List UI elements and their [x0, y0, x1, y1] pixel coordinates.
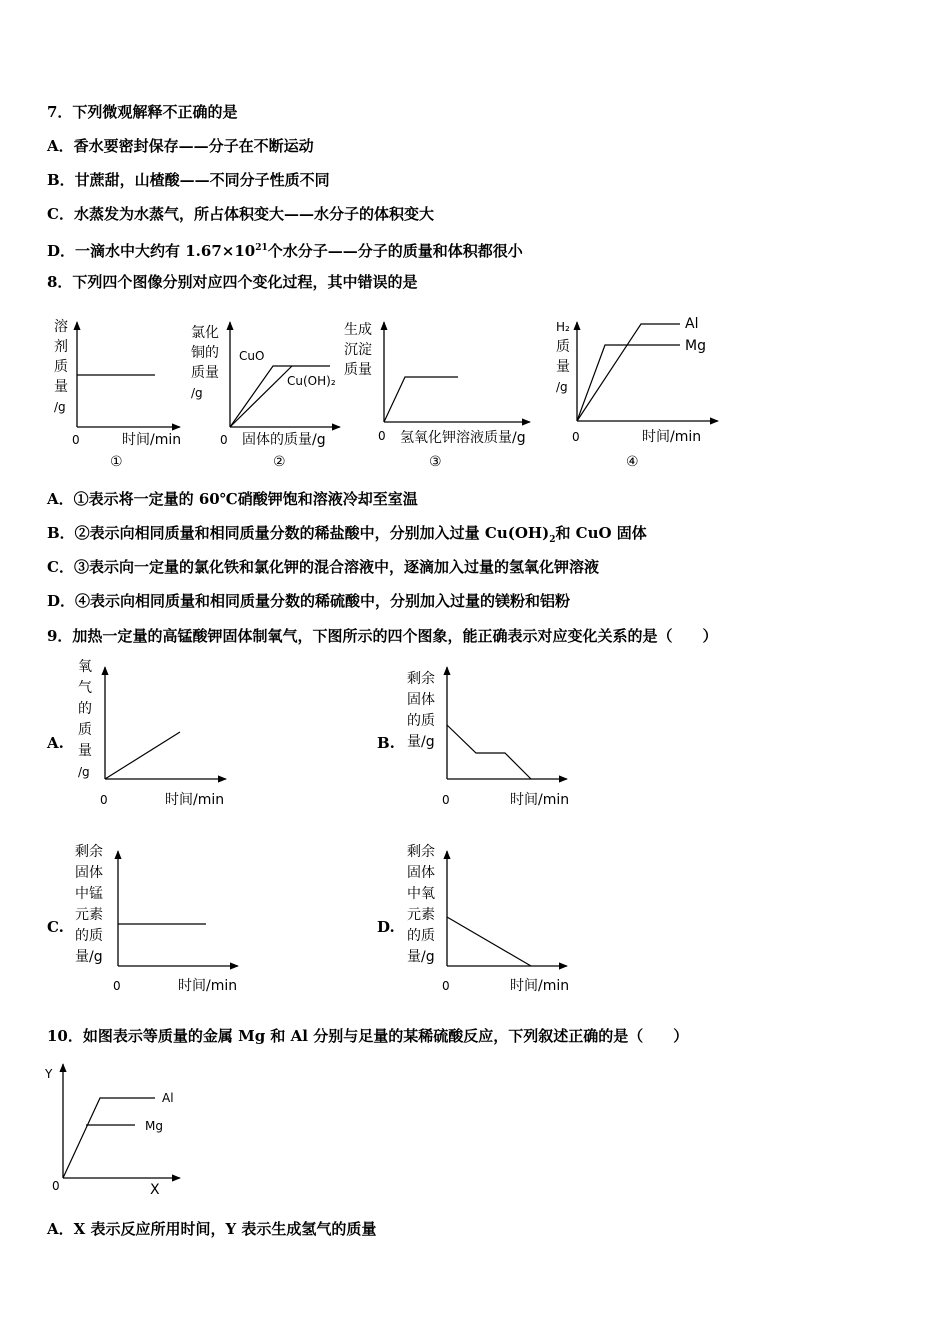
q9-b-ylabel-1: 固体: [407, 692, 435, 708]
q8-g1-number: ①: [110, 454, 123, 470]
q8-g2-ylabel-1: 铜的: [191, 345, 219, 361]
q9-a-origin: 0: [100, 793, 108, 807]
q9-c-ylabel-0: 剩余: [75, 844, 103, 860]
q9-option-d-label: D.: [377, 918, 395, 936]
q8-g1-ylabel-2: 质: [54, 359, 68, 375]
q9-c-xlabel: 时间/min: [178, 978, 238, 994]
q8-stem: 8．下列四个图像分别对应四个变化过程，其中错误的是: [47, 273, 418, 291]
q10-y-label: Y: [45, 1067, 53, 1081]
q10-al-line: [63, 1098, 155, 1178]
q8-g2-label-cuoh2: Cu(OH)₂: [287, 374, 336, 388]
q8-g2-ylabel-3: /g: [191, 386, 203, 400]
q10-option-a: A．X 表示反应所用时间，Y 表示生成氢气的质量: [47, 1220, 377, 1238]
q9-graph-a: [46, 659, 226, 808]
q8-graph-1: [54, 318, 181, 470]
q8-g4-ylabel-1: 质: [556, 339, 570, 355]
q9-a-ylabel-3: 质: [78, 722, 92, 738]
q9-d-ylabel-5: 量/g: [407, 949, 435, 965]
q8-g3-xlabel: 氢氧化钾溶液质量/g: [400, 430, 526, 446]
q8-g1-xlabel: 时间/min: [122, 432, 182, 448]
q9-a-ylabel-4: 量: [78, 743, 92, 759]
q8-option-d: D．④表示向相同质量和相同质量分数的稀硫酸中，分别加入过量的镁粉和铝粉: [47, 592, 571, 610]
q8-g3-number: ③: [429, 454, 442, 470]
q9-d-ylabel-4: 的质: [407, 928, 435, 944]
q9-option-c-label: C.: [47, 918, 64, 936]
q8-g4-ylabel-2: 量: [556, 359, 570, 375]
q8-g3-origin: 0: [378, 429, 386, 443]
q9-b-ylabel-2: 的质: [407, 713, 435, 729]
q8-g4-label-mg: Mg: [685, 338, 706, 354]
q7-stem: 7．下列微观解释不正确的是: [47, 103, 238, 121]
q9-a-ylabel-0: 氧: [78, 659, 92, 675]
q8-g3-ylabel-0: 生成: [344, 322, 372, 338]
q8-g1-origin: 0: [72, 433, 80, 447]
q8-g4-mg-line: [577, 345, 680, 421]
q8-g4-origin: 0: [572, 430, 580, 444]
q9-c-ylabel-2: 中锰: [75, 886, 103, 902]
q8-graph-3: [344, 321, 530, 470]
q8-g3-ylabel-1: 沉淀: [344, 342, 372, 358]
q8-g3-ylabel-2: 质量: [344, 362, 372, 378]
q8-g2-ylabel-0: 氯化: [191, 325, 219, 341]
q8-g1-ylabel-4: /g: [54, 400, 66, 414]
q9-option-a-label: A.: [47, 734, 64, 752]
q9-b-ylabel-3: 量/g: [407, 734, 435, 750]
q8-graph-2: [191, 322, 340, 470]
q9-d-ylabel-2: 中氧: [407, 886, 435, 902]
q9-d-line: [447, 917, 531, 966]
q9-c-ylabel-5: 量/g: [75, 949, 103, 965]
q9-c-ylabel-3: 元素: [75, 907, 103, 923]
q8-g2-ylabel-2: 质量: [191, 365, 219, 381]
q8-option-b: B．②表示向相同质量和相同质量分数的稀盐酸中，分别加入过量 $Cu(OH)_2$和 CuO 固体: [47, 524, 647, 545]
q9-d-ylabel-0: 剩余: [407, 844, 435, 860]
q10-x-label: X: [150, 1182, 160, 1198]
q9-graph-c: [47, 844, 238, 994]
q8-g4-ylabel-3: /g: [556, 380, 568, 394]
q8-g4-label-al: Al: [685, 316, 699, 332]
q9-a-ylabel-1: 气: [78, 680, 92, 696]
q9-stem: 9．加热一定量的高锰酸钾固体制氧气，下图所示的四个图象，能正确表示对应变化关系的是（ ）: [47, 627, 718, 645]
q9-d-origin: 0: [442, 979, 450, 993]
q8-graph-4: [556, 316, 718, 470]
q8-g4-ylabel-0: H₂: [556, 320, 570, 334]
q8-g2-origin: 0: [220, 433, 228, 447]
q8-option-a: A．①表示将一定量的 60℃硝酸钾饱和溶液冷却至室温: [47, 490, 418, 508]
q10-origin: 0: [52, 1179, 60, 1193]
q9-c-ylabel-1: 固体: [75, 865, 103, 881]
q9-a-ylabel-2: 的: [78, 701, 92, 717]
q9-d-xlabel: 时间/min: [510, 978, 570, 994]
q10-stem: 10．如图表示等质量的金属 Mg 和 Al 分别与足量的某稀硫酸反应，下列叙述正确的是（ ）: [47, 1027, 689, 1045]
q7-option-b: B．甘蔗甜，山楂酸——不同分子性质不同: [47, 171, 330, 189]
q10-label-mg: Mg: [145, 1119, 163, 1133]
q8-g2-label-cuo: CuO: [239, 349, 265, 363]
q9-a-xlabel: 时间/min: [165, 792, 225, 808]
q8-g3-line: [384, 377, 458, 422]
q9-b-origin: 0: [442, 793, 450, 807]
q8-g1-ylabel-0: 溶: [54, 319, 68, 335]
q9-option-b-label: B.: [377, 734, 395, 752]
q9-a-ylabel-5: /g: [78, 765, 90, 779]
q8-g4-al-line: [577, 324, 680, 421]
q7-option-a: A．香水要密封保存——分子在不断运动: [47, 137, 314, 155]
q10-graph: [44, 1064, 180, 1198]
q8-g4-number: ④: [626, 454, 639, 470]
q9-b-line: [447, 725, 531, 779]
q9-b-ylabel-0: 剩余: [407, 671, 435, 687]
q8-g2-xlabel: 固体的质量/g: [242, 432, 326, 448]
q10-label-al: Al: [162, 1091, 174, 1105]
q7-option-c: C．水蒸发为水蒸气，所占体积变大——水分子的体积变大: [47, 205, 434, 223]
q8-g4-xlabel: 时间/min: [642, 429, 702, 445]
q9-b-xlabel: 时间/min: [510, 792, 570, 808]
q9-graph-d: [377, 844, 569, 994]
q9-d-ylabel-1: 固体: [407, 865, 435, 881]
q9-c-origin: 0: [113, 979, 121, 993]
q8-option-c: C．③表示向一定量的氯化铁和氯化钾的混合溶液中，逐滴加入过量的氢氧化钾溶液: [47, 558, 599, 576]
q7-option-d: D．一滴水中大约有 $1.67\times 10^{21}$个水分子——分子的质量和体积都很小: [47, 242, 523, 260]
q8-g1-ylabel-1: 剂: [54, 339, 68, 355]
q8-g2-number: ②: [273, 454, 286, 470]
q9-graph-b: [377, 667, 569, 808]
q9-c-ylabel-4: 的质: [75, 928, 103, 944]
q8-g2-cuoh2-line: [230, 366, 292, 427]
q9-d-ylabel-3: 元素: [407, 907, 435, 923]
q8-g1-ylabel-3: 量: [54, 379, 68, 395]
q9-a-line: [105, 732, 180, 779]
